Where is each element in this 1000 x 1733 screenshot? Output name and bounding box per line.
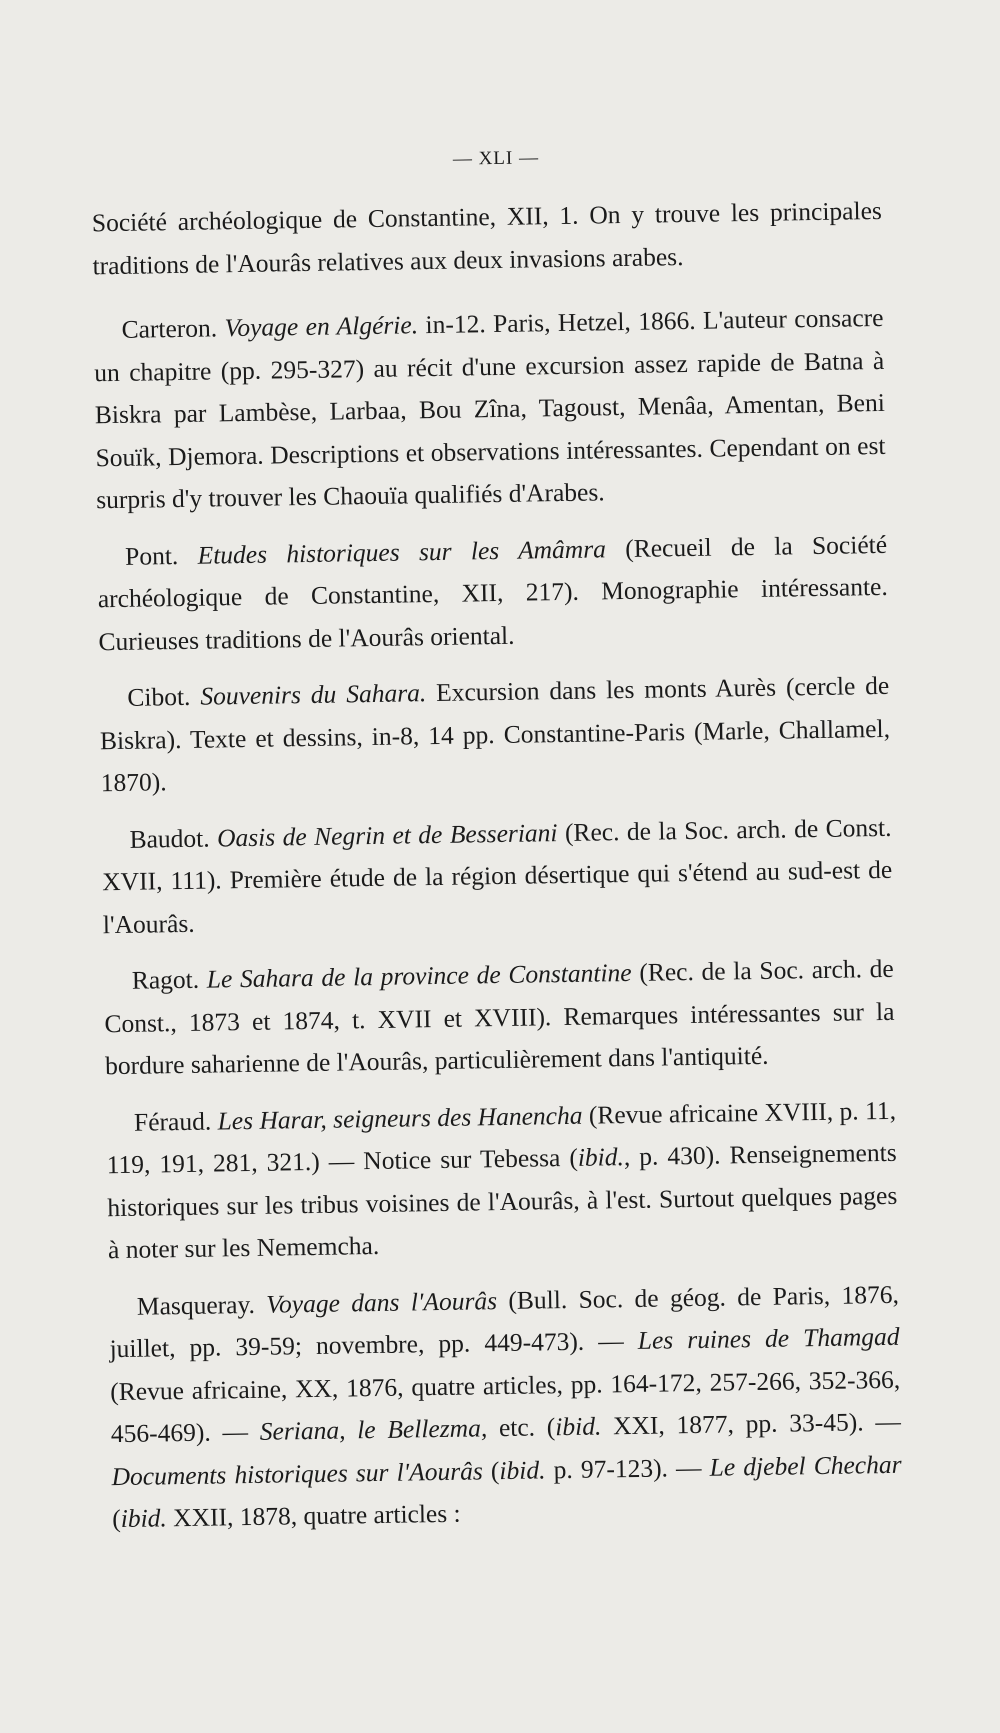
text-segment: (Rec. de la Soc. arch. de Const. XVII, 111). Première étude de la région désertique qui s'étend au sud-est de l'Aourâs. xyxy=(102,812,893,939)
bibliography-entry xyxy=(97,523,889,663)
text-segment: , p. 430). Renseignements historiques sur les tribus voisines de l'Aourâs, à l'est. Surtout quelques pages à noter sur les Nememcha. xyxy=(107,1137,898,1265)
text-segment: (Rec. de la Soc. arch. de Const., 1873 et 1874, t. XVII et XVIII). Remarques intéressantes sur la bordure saharienne de l'Aourâs, particulièrement dans l'antiquité. xyxy=(104,953,895,1081)
bibliography-entry xyxy=(109,1273,903,1540)
text-segment: ( xyxy=(482,1455,500,1485)
text-segment: (Revue africaine, XX, 1876, quatre articles, pp. 164-172, 257-266, 352-366, 456-469). — xyxy=(110,1364,901,1449)
italic-text: ibid. xyxy=(499,1454,546,1485)
body-text xyxy=(92,190,903,1541)
italic-text: Voyage en Algérie. xyxy=(224,310,419,343)
text-segment: (Recueil de la Société archéologique de Constantine, XII, 217). Monographie intéressante. Curieuses traditions de l'Aourâs oriental. xyxy=(97,529,888,656)
italic-text: Le Sahara de la province de Constantine xyxy=(206,957,632,994)
text-segment: Baudot. xyxy=(129,822,218,854)
text-segment: Carteron. xyxy=(121,313,225,344)
italic-text: ibid. xyxy=(577,1142,625,1172)
italic-text: Le djebel Chechar xyxy=(709,1449,902,1482)
bibliography-entry xyxy=(101,806,893,946)
italic-text: Les ruines de Thamgad xyxy=(637,1321,900,1355)
text-segment: XXI, 1877, pp. 33-45). — xyxy=(601,1406,902,1441)
text-segment: etc. ( xyxy=(486,1412,556,1443)
bibliography-entry xyxy=(99,665,891,805)
text-segment: Masqueray. xyxy=(136,1289,267,1321)
text-segment: ( xyxy=(112,1504,121,1534)
text-segment: Excursion dans les monts Aurès (cercle de Biskra). Texte et dessins, in-8, 14 pp. Constantine-Paris (Marle, Challamel, 1870). xyxy=(99,670,891,798)
text-segment: Féraud. xyxy=(133,1105,218,1137)
text-segment: (Bull. Soc. de géog. de Paris, 1876, juillet, pp. 39-59; novembre, pp. 449-473). — xyxy=(109,1279,900,1364)
text-segment: Société archéologique de Constantine, XII, 1. On y trouve les principales traditions de l'Aourâs relatives aux deux invasions arabes. xyxy=(91,195,883,280)
text-segment: Ragot. xyxy=(131,964,208,995)
text-segment: in-12. Paris, Hetzel, 1866. L'auteur consacre un chapitre (pp. 295-327) au récit d'une excursion assez rapide de Batna à Biskra par Lambèse, Larbaa, Bou Zîna, Tagoust, Menâa, Amentan, Beni Souïk, Djemora. Descriptions et observations intéressantes. Cependant on est surpris d'y trouver les Chaouïa qualifiés d'Arabes. xyxy=(94,302,886,515)
italic-text: Documents historiques sur l'Aourâs xyxy=(111,1455,484,1491)
bibliography-entry xyxy=(106,1089,899,1271)
text-segment: p. 97-123). — xyxy=(545,1452,710,1484)
italic-text: Voyage dans l'Aourâs xyxy=(266,1285,498,1319)
text-segment: (Revue africaine XVIII, p. 11, 119, 191, 281, 321.) — Notice sur Tebessa ( xyxy=(106,1095,897,1180)
italic-text: Souvenirs du Sahara. xyxy=(200,678,427,711)
page-header: — XLI — xyxy=(452,147,540,170)
italic-text: Les Harar, seigneurs des Hanencha xyxy=(217,1100,583,1135)
italic-text: ibid. xyxy=(120,1503,168,1534)
italic-text: Etudes historiques sur les Amâmra xyxy=(197,533,607,570)
text-segment: Cibot. xyxy=(127,681,201,712)
bibliography-entry xyxy=(93,297,886,522)
italic-text: Seriana, le Bellezma, xyxy=(259,1413,488,1446)
italic-text: Oasis de Negrin et de Besseriani xyxy=(216,817,558,852)
bibliography-entry xyxy=(103,948,895,1088)
italic-text: ibid. xyxy=(555,1411,602,1442)
bibliography-entry xyxy=(92,190,883,287)
text-segment: Pont. xyxy=(124,540,198,571)
text-segment: XXII, 1878, quatre articles : xyxy=(166,1498,461,1533)
